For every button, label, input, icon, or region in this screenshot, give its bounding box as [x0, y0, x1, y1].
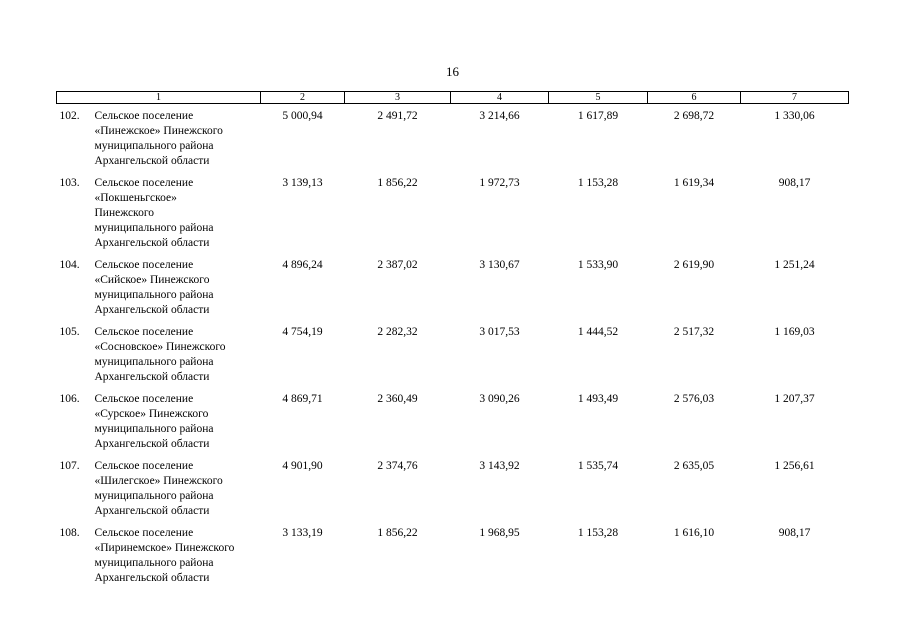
settlement-name-line: Архангельской области: [94, 371, 210, 383]
value-cell-col-2: 5 000,94: [282, 110, 323, 122]
settlement-name-line: Архангельской области: [94, 505, 210, 517]
settlement-name-line: «Сосновское» Пинежского: [94, 341, 226, 353]
column-number-row: [57, 92, 849, 104]
value-cell-col-6: 2 635,05: [673, 460, 715, 472]
settlement-name-line: «Сурское» Пинежского: [94, 408, 209, 420]
table-row: [57, 104, 849, 177]
settlement-name-line: муниципального района: [94, 140, 214, 152]
value-cell-col-5: 1 444,52: [577, 326, 619, 338]
value-cell-col-4: 3 214,66: [479, 110, 520, 122]
value-cell-col-7: 1 207,37: [774, 393, 815, 405]
value-cell-col-3: 2 491,72: [377, 110, 418, 122]
value-cell-col-5: 1 617,89: [577, 110, 619, 122]
column-header-1: 1: [57, 92, 261, 104]
settlement-name: [95, 258, 259, 318]
value-cell-col-6: 2 619,90: [673, 259, 715, 271]
settlement-name: [95, 325, 259, 385]
settlement-name-line: муниципального района: [94, 222, 214, 234]
value-cell-col-6: 2 576,03: [673, 393, 715, 405]
value-cell-col-2: 4 901,90: [282, 460, 323, 472]
settlement-name-line: «Покшеньгское»: [94, 192, 177, 204]
column-header-4: 4: [451, 92, 549, 104]
settlement-name-line: муниципального района: [94, 557, 214, 569]
value-cell-col-2: 3 139,13: [282, 177, 323, 189]
value-cell-col-3: 2 387,02: [377, 259, 418, 271]
value-cell-col-6: 1 619,34: [673, 177, 715, 189]
settlement-cell: [57, 258, 261, 325]
settlement-name: [95, 526, 259, 586]
value-cell-col-5: 1 153,28: [577, 527, 619, 539]
settlement-name-line: «Пинежское» Пинежского: [94, 125, 223, 137]
settlement-name-line: Сельское поселение: [94, 527, 194, 539]
settlement-name-line: Архангельской области: [94, 155, 210, 167]
table-row: [57, 392, 849, 459]
row-number: 103.: [59, 177, 80, 189]
settlement-cell: [57, 104, 261, 177]
value-cell-col-3: 1 856,22: [377, 177, 418, 189]
value-cell-col-7: 1 251,24: [774, 259, 815, 271]
value-cell-col-4: 3 090,26: [479, 393, 520, 405]
table-row: [57, 526, 849, 593]
table-body: [57, 104, 849, 594]
value-cell-col-4: 3 143,92: [479, 460, 520, 472]
value-cell-col-2: 4 896,24: [282, 259, 323, 271]
value-cell-col-5: 1 493,49: [577, 393, 619, 405]
row-number: 108.: [59, 527, 80, 539]
settlement-name: [95, 109, 259, 169]
settlement-name-line: Архангельской области: [94, 572, 210, 584]
value-cell-col-2: 4 754,19: [282, 326, 323, 338]
row-number: 107.: [59, 460, 80, 472]
column-header-6: 6: [648, 92, 741, 104]
settlement-cell: [57, 176, 261, 258]
row-number: 106.: [59, 393, 80, 405]
settlement-name-line: Сельское поселение: [94, 177, 194, 189]
settlement-name-line: Архангельской области: [94, 237, 210, 249]
settlement-name-line: муниципального района: [94, 356, 214, 368]
value-cell-col-7: 1 256,61: [774, 460, 815, 472]
column-header-3: 3: [345, 92, 451, 104]
value-cell-col-5: 1 533,90: [577, 259, 619, 271]
settlement-cell: [57, 392, 261, 459]
data-table: [56, 91, 849, 593]
value-cell-col-3: 2 360,49: [377, 393, 418, 405]
value-cell-col-6: 2 517,32: [673, 326, 715, 338]
table-row: [57, 258, 849, 325]
settlement-name-line: муниципального района: [94, 289, 214, 301]
settlement-name: [95, 459, 259, 519]
row-number: 104.: [59, 259, 80, 271]
value-cell-col-3: 1 856,22: [377, 527, 418, 539]
column-header-5: 5: [549, 92, 648, 104]
value-cell-col-5: 1 535,74: [577, 460, 619, 472]
settlement-name-line: «Пиринемское» Пинежского: [94, 542, 235, 554]
value-cell-col-7: 1 169,03: [774, 326, 815, 338]
settlement-name-line: Архангельской области: [94, 438, 210, 450]
settlement-name-line: Сельское поселение: [94, 393, 194, 405]
value-cell-col-5: 1 153,28: [577, 177, 619, 189]
page-number: 16: [446, 64, 459, 79]
settlement-name-line: Сельское поселение: [94, 460, 194, 472]
settlement-name-line: «Сийское» Пинежского: [94, 274, 210, 286]
settlement-name-line: Пинежского: [94, 207, 154, 219]
settlement-cell: [57, 325, 261, 392]
value-cell-col-7: 1 330,06: [774, 110, 815, 122]
value-cell-col-3: 2 282,32: [377, 326, 418, 338]
value-cell-col-2: 3 133,19: [282, 527, 323, 539]
table-row: [57, 459, 849, 526]
settlement-name-line: муниципального района: [94, 423, 214, 435]
value-cell-col-7: 908,17: [778, 527, 811, 539]
settlement-name-line: муниципального района: [94, 490, 214, 502]
row-number: 102.: [59, 110, 80, 122]
value-cell-col-4: 3 130,67: [479, 259, 520, 271]
settlement-name-line: Архангельской области: [94, 304, 210, 316]
settlement-name-line: Сельское поселение: [94, 326, 194, 338]
table-row: [57, 325, 849, 392]
value-cell-col-2: 4 869,71: [282, 393, 323, 405]
value-cell-col-4: 1 972,73: [479, 177, 520, 189]
value-cell-col-4: 1 968,95: [479, 527, 520, 539]
settlement-cell: [57, 526, 261, 593]
value-cell-col-4: 3 017,53: [479, 326, 520, 338]
settlement-name: [95, 392, 259, 452]
value-cell-col-3: 2 374,76: [377, 460, 418, 472]
table-row: [57, 176, 849, 258]
value-cell-col-6: 2 698,72: [673, 110, 715, 122]
settlement-name-line: Сельское поселение: [94, 110, 194, 122]
column-header-7: 7: [741, 92, 849, 104]
value-cell-col-7: 908,17: [778, 177, 811, 189]
row-number: 105.: [59, 326, 80, 338]
value-cell-col-6: 1 616,10: [673, 527, 715, 539]
settlement-name-line: Сельское поселение: [94, 259, 194, 271]
settlement-name: [95, 176, 259, 251]
settlement-name-line: «Шилегское» Пинежского: [94, 475, 223, 487]
settlement-cell: [57, 459, 261, 526]
column-header-2: 2: [261, 92, 345, 104]
